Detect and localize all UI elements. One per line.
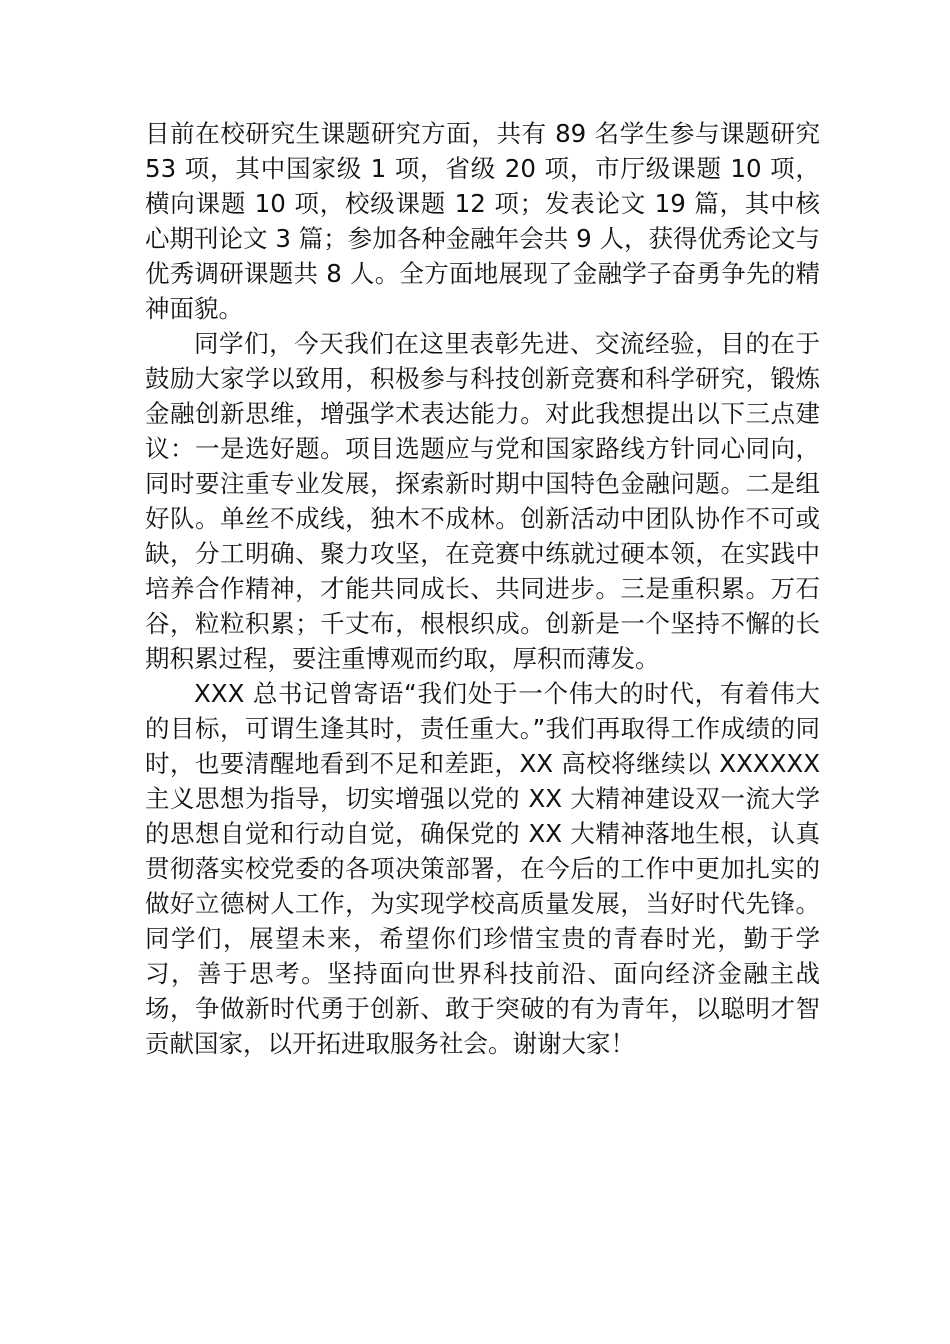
paragraph-3: XXX 总书记曾寄语“我们处于一个伟大的时代，有着伟大的目标，可谓生逢其时，责任重大。”我们再取得工作成绩的同时，也要清醒地看到不足和差距，XX 高校将继续以 XXXXXX 主义思想为指导，切实增强以党的 XX 大精神建设双一流大学的思想自觉和行动自觉，确保党的 XX 大精神落地生根，认真贯彻落实校党委的各项决策部署，在今后的工作中更加扎实的做好立德树人工作，为实现学校高质量发展，当好时代先锋。同学们，展望未来，希望你们珍惜宝贵的青春时光，勤于学习，善于思考。坚持面向世界科技前沿、面向经济金融主战场，争做新时代勇于创新、敢于突破的有为青年，以聪明才智贡献国家，以开拓进取服务社会。谢谢大家！: [145, 679, 820, 1058]
paragraph-1: 目前在校研究生课题研究方面，共有 89 名学生参与课题研究 53 项，其中国家级 1 项，省级 20 项，市厅级课题 10 项，横向课题 10 项，校级课题 12 项；发表论文 19 篇，其中核心期刊论文 3 篇；参加各种金融年会共 9 人，获得优秀论文与优秀调研课题共 8 人。全方面地展现了金融学子奋勇争先的精神面貌。: [145, 119, 820, 323]
document-body: [145, 116, 820, 1061]
paragraph-2: 同学们，今天我们在这里表彰先进、交流经验，目的在于鼓励大家学以致用，积极参与科技创新竞赛和科学研究，锻炼金融创新思维，增强学术表达能力。对此我想提出以下三点建议：一是选好题。项目选题应与党和国家路线方针同心同向，同时要注重专业发展，探索新时期中国特色金融问题。二是组好队。单丝不成线，独木不成林。创新活动中团队协作不可或缺，分工明确、聚力攻坚，在竞赛中练就过硬本领，在实践中培养合作精神，才能共同成长、共同进步。三是重积累。万石谷，粒粒积累；千丈布，根根织成。创新是一个坚持不懈的长期积累过程，要注重博观而约取，厚积而薄发。: [145, 329, 820, 673]
